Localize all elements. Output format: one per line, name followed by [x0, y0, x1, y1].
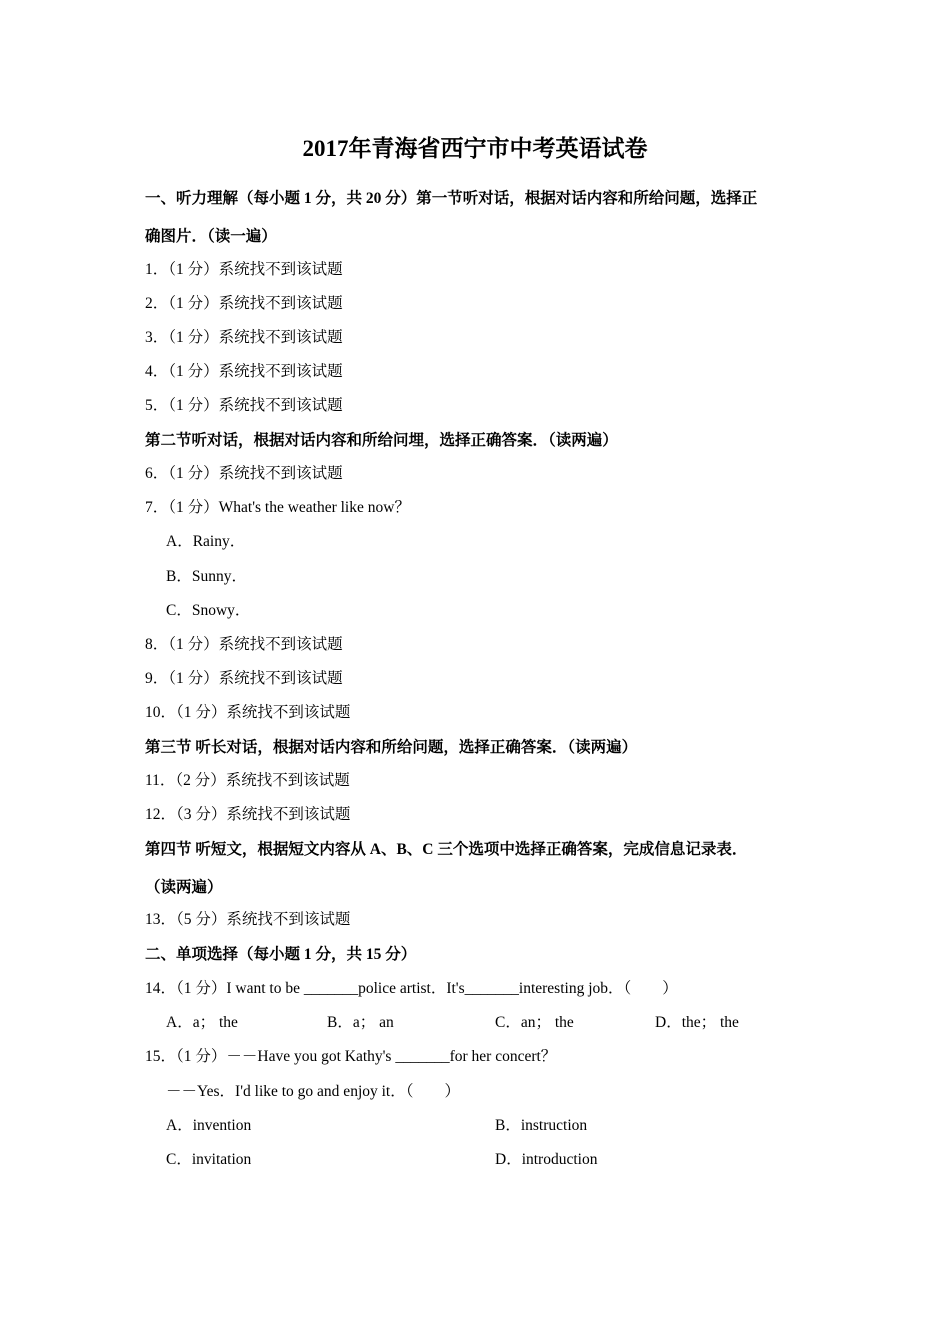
- question-14-option-d: D．the； the: [655, 1014, 739, 1031]
- question-15-option-a: A．invention: [166, 1117, 252, 1134]
- section3-heading: 第三节 听长对话，根据对话内容和所给问题，选择正确答案．（读两遍）: [145, 739, 638, 756]
- question-6: 6．（1 分）系统找不到该试题: [145, 465, 343, 482]
- question-15-option-d: D．introduction: [495, 1151, 598, 1168]
- question-13: 13．（5 分）系统找不到该试题: [145, 911, 351, 928]
- question-3: 3．（1 分）系统找不到该试题: [145, 329, 343, 346]
- part2-heading: 二、单项选择（每小题 1 分，共 15 分）: [145, 946, 417, 963]
- question-2: 2．（1 分）系统找不到该试题: [145, 295, 343, 312]
- question-14-option-a: A．a； the: [166, 1014, 238, 1031]
- question-1: 1．（1 分）系统找不到该试题: [145, 261, 343, 278]
- question-15-line2: －－Yes．I'd like to go and enjoy it．（ ）: [166, 1083, 460, 1100]
- question-7-option-b: B．Sunny．: [166, 568, 247, 585]
- question-12: 12．（3 分）系统找不到该试题: [145, 806, 351, 823]
- question-15: 15．（1 分）－－Have you got Kathy's _______for her concert？: [145, 1048, 557, 1065]
- question-14: 14．（1 分）I want to be _______police artist．It's_______interesting job．（ ）: [145, 980, 678, 997]
- question-15-option-b: B．instruction: [495, 1117, 588, 1134]
- question-8: 8．（1 分）系统找不到该试题: [145, 636, 343, 653]
- part1-heading-line2: 确图片．（读一遍）: [145, 228, 277, 245]
- question-11: 11．（2 分）系统找不到该试题: [145, 772, 350, 789]
- section4-heading-line2: （读两遍）: [145, 879, 223, 896]
- section4-heading-line1: 第四节 听短文，根据短文内容从 A、B、C 三个选项中选择正确答案，完成信息记录表．: [145, 841, 748, 858]
- question-7-option-a: A．Rainy．: [166, 533, 246, 550]
- section2-heading: 第二节听对话，根据对话内容和所给问埋，选择正确答案．（读两遍）: [145, 432, 618, 449]
- question-7-option-c: C．Snowy．: [166, 602, 251, 619]
- question-10: 10．（1 分）系统找不到该试题: [145, 704, 351, 721]
- part1-heading-line1: 一、听力理解（每小题 1 分，共 20 分）第一节听对话，根据对话内容和所给问题，选择正: [145, 190, 758, 207]
- question-7: 7．（1 分）What's the weather like now？: [145, 499, 410, 516]
- question-14-option-b: B．a； an: [327, 1014, 394, 1031]
- question-9: 9．（1 分）系统找不到该试题: [145, 670, 343, 687]
- question-15-option-c: C．invitation: [166, 1151, 252, 1168]
- question-5: 5．（1 分）系统找不到该试题: [145, 397, 343, 414]
- question-4: 4．（1 分）系统找不到该试题: [145, 363, 343, 380]
- page-title: 2017年青海省西宁市中考英语试卷: [302, 136, 648, 161]
- question-14-option-c: C．an； the: [495, 1014, 574, 1031]
